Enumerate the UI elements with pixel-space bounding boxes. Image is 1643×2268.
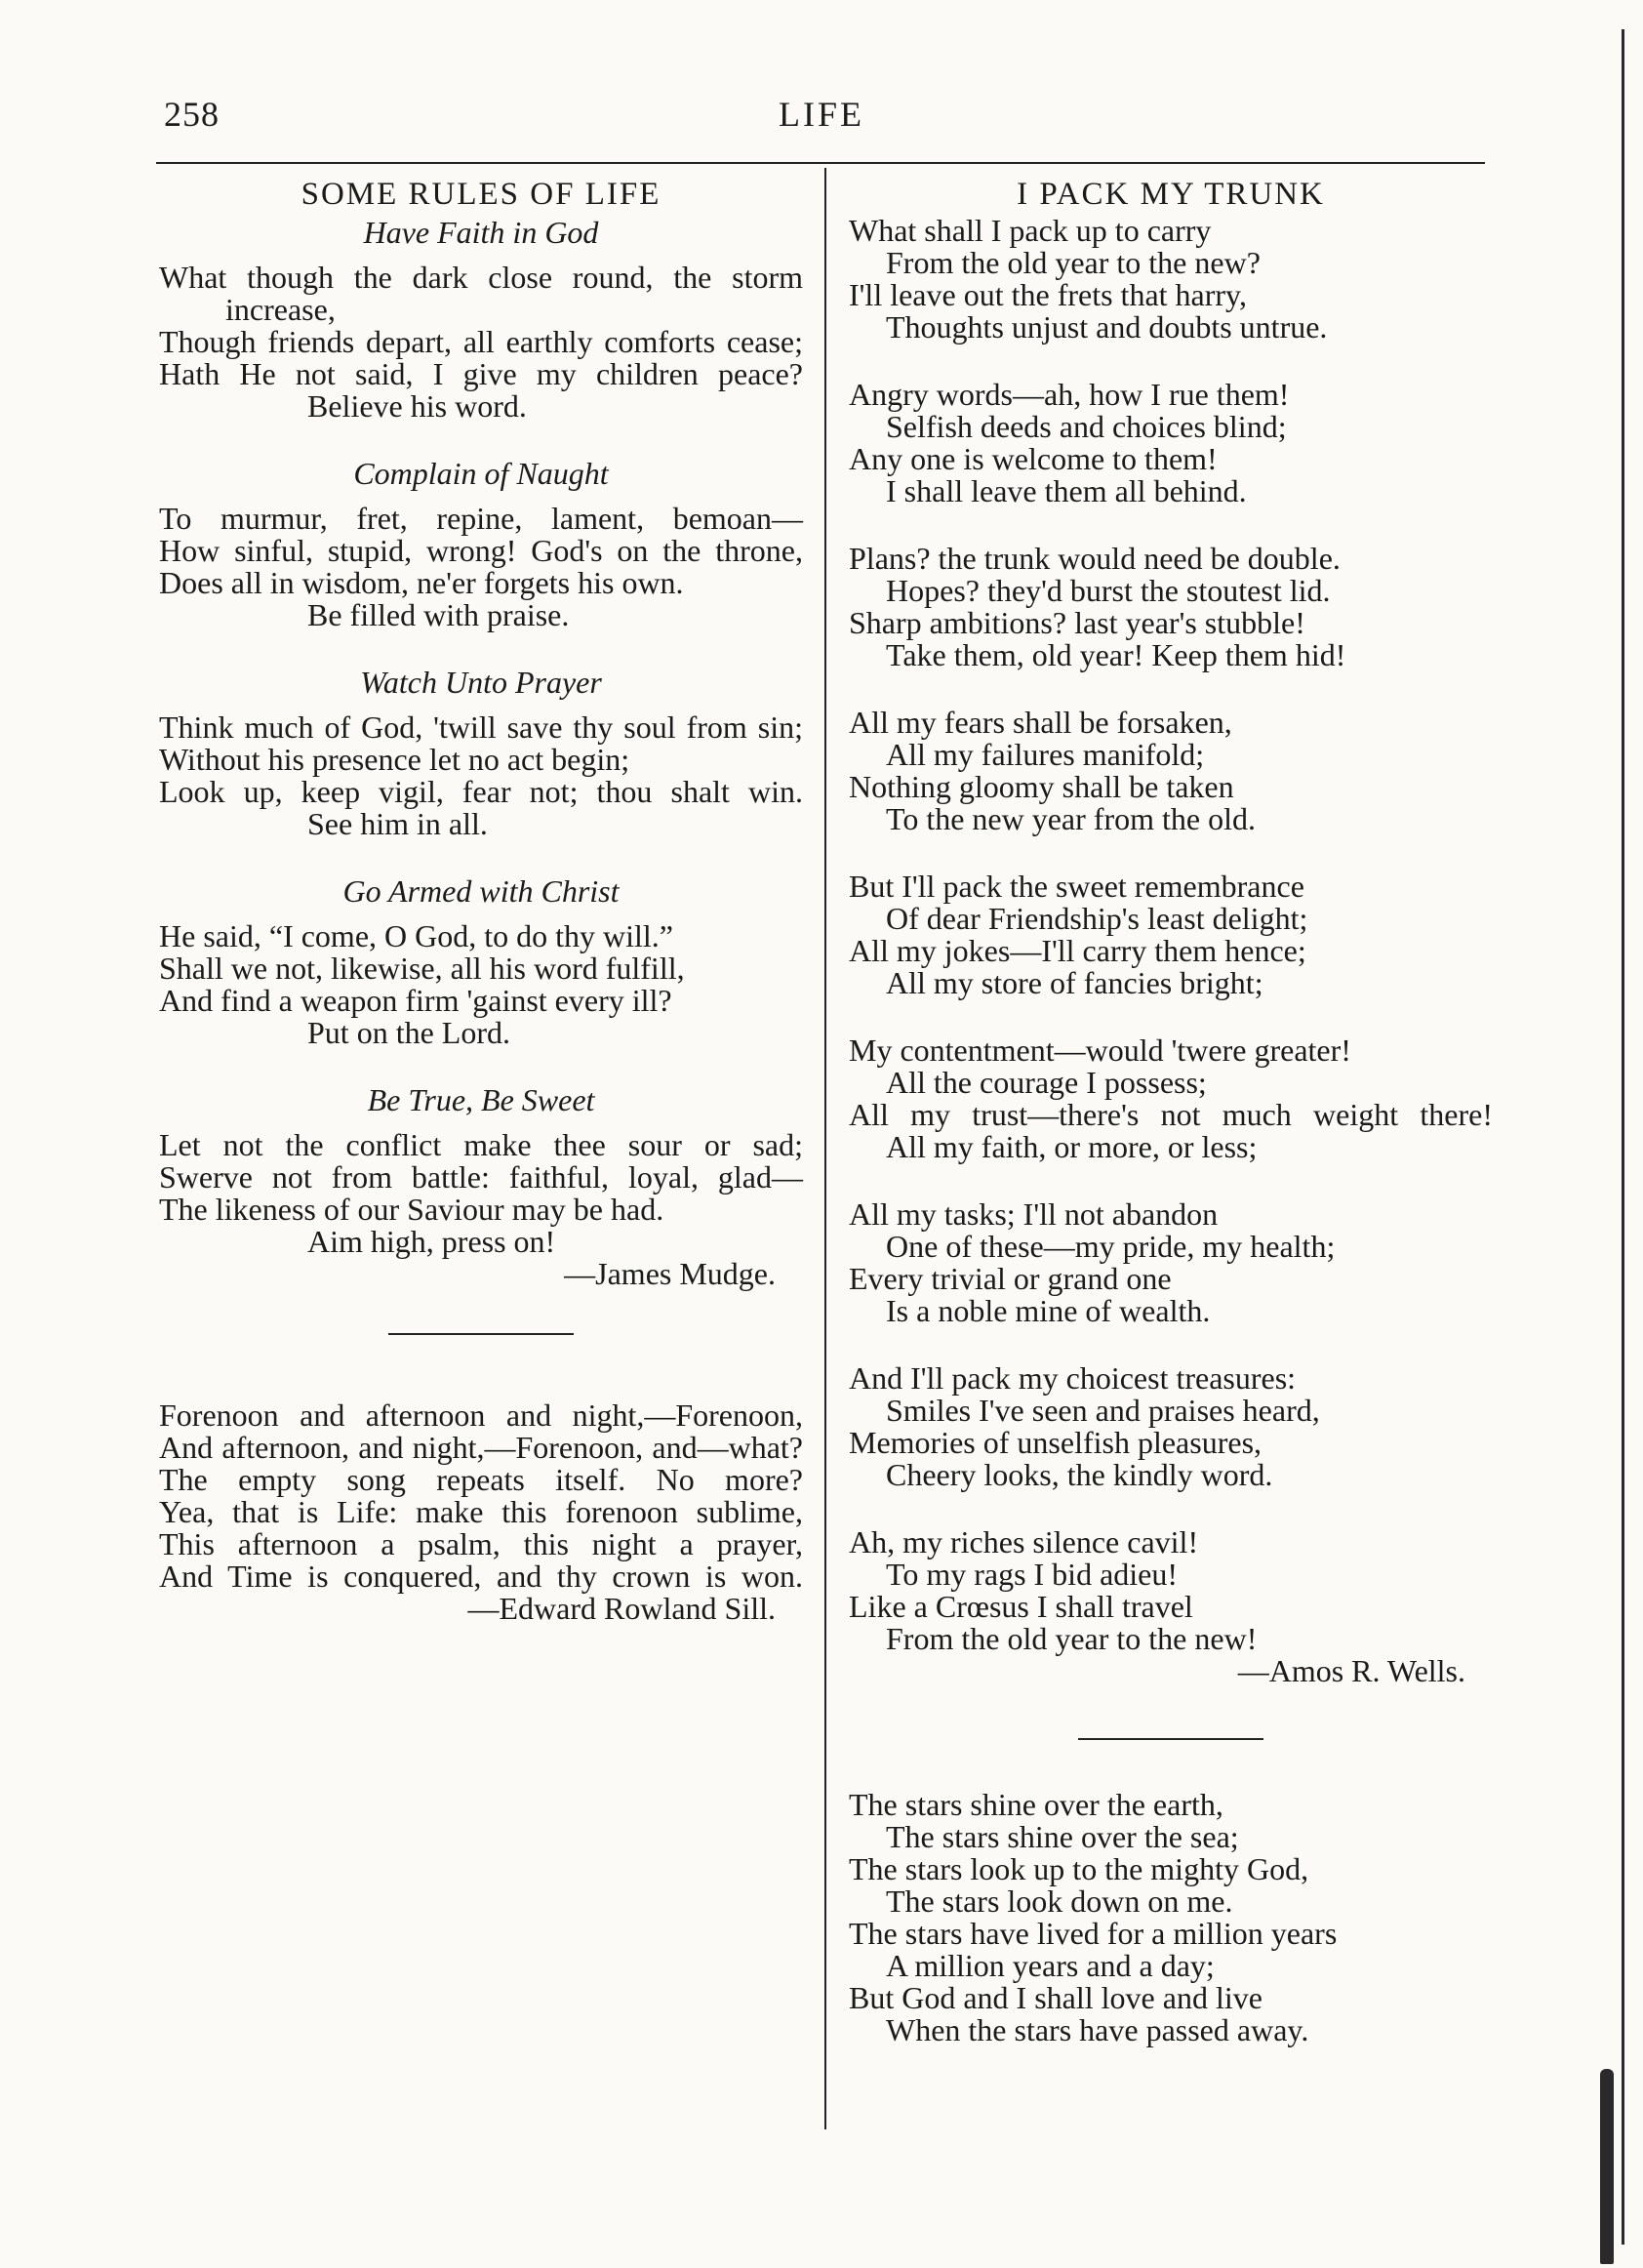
rule-subtitle: Go Armed with Christ — [342, 873, 620, 909]
verse-line: Sharp ambitions? last year's stubble! — [849, 605, 1305, 640]
verse-line: But I'll pack the sweet remembrance — [849, 869, 1304, 904]
verse-line: All my tasks; I'll not abandon — [849, 1196, 1219, 1232]
refrain-line: Aim high, press on! — [307, 1224, 556, 1259]
rule-subtitle: Be True, Be Sweet — [367, 1082, 595, 1117]
verse-line: Of dear Friendship's least delight; — [886, 901, 1308, 936]
verse-line: Hopes? they'd burst the stoutest lid. — [886, 573, 1331, 608]
verse-line: A million years and a day; — [886, 1948, 1215, 1983]
rule-section — [159, 875, 803, 1049]
poem-author: —James Mudge. — [564, 1256, 776, 1291]
poem-title-pack-my-trunk: I PACK MY TRUNK — [1017, 177, 1325, 212]
verse-line: Yea, that is Life: make this forenoon sublime, — [159, 1494, 803, 1529]
verse-line: And I'll pack my choicest treasures: — [849, 1360, 1297, 1396]
verse-line: All my store of fancies bright; — [886, 965, 1263, 1000]
verse-line: Nothing gloomy shall be taken — [849, 769, 1234, 804]
verse-line: The stars have lived for a million years — [849, 1916, 1338, 1951]
rule-subtitle: Watch Unto Prayer — [360, 665, 602, 700]
verse-line: Look up, keep vigil, fear not; thou shalt win. — [159, 774, 803, 809]
verse-line: Swerve not from battle: faithful, loyal, glad— — [159, 1159, 803, 1195]
rule-subtitle: Have Faith in God — [363, 215, 599, 250]
verse-line: This afternoon a psalm, this night a prayer, — [159, 1526, 803, 1561]
rule-subtitle: Complain of Naught — [353, 456, 609, 491]
verse-line: Every trivial or grand one — [849, 1261, 1172, 1296]
rule-section — [159, 458, 803, 631]
column-divider — [824, 168, 826, 2129]
verse-line: From the old year to the new! — [886, 1621, 1258, 1656]
rule-section — [159, 667, 803, 840]
verse-line: I'll leave out the frets that harry, — [849, 277, 1247, 312]
running-title: LIFE — [779, 95, 864, 134]
verse-line: To my rags I bid adieu! — [886, 1557, 1179, 1592]
verse-line: One of these—my pride, my health; — [886, 1229, 1336, 1264]
left-column — [159, 179, 803, 1660]
verse-line: Forenoon and afternoon and night,—Forenoon, — [159, 1397, 803, 1433]
stanza — [849, 1362, 1493, 1491]
verse-line: The stars shine over the earth, — [849, 1787, 1223, 1822]
verse-line: What though the dark close round, the storm increase, — [159, 260, 803, 327]
verse-line: How sinful, stupid, wrong! God's on the throne, — [159, 533, 803, 568]
verse-line: All my failures manifold; — [886, 737, 1205, 772]
verse-line: He said, “I come, O God, to do thy will.” — [159, 918, 673, 953]
verse-line: Angry words—ah, how I rue them! — [849, 377, 1290, 412]
refrain-line: Believe his word. — [307, 388, 527, 424]
right-column — [849, 179, 1493, 2082]
verse-line: Shall we not, likewise, all his word fulfill, — [159, 951, 685, 986]
stanza — [849, 871, 1493, 999]
verse-line: Let not the conflict make thee sour or sad; — [159, 1127, 803, 1162]
verse-line: Plans? the trunk would need be double. — [849, 541, 1341, 576]
poem-forenoon — [159, 1399, 803, 1625]
verse-line: Hath He not said, I give my children peace? — [159, 356, 803, 391]
stanza — [849, 1034, 1493, 1163]
verse-line: What shall I pack up to carry — [849, 213, 1212, 248]
header-rule — [156, 162, 1485, 164]
verse-line: Is a noble mine of wealth. — [886, 1293, 1211, 1328]
verse-line: Thoughts unjust and doubts untrue. — [886, 309, 1328, 344]
verse-line: Ah, my riches silence cavil! — [849, 1524, 1199, 1559]
verse-line: All the courage I possess; — [886, 1065, 1207, 1100]
verse-line: Does all in wisdom, ne'er forgets his own. — [159, 565, 684, 600]
verse-line: Without his presence let no act begin; — [159, 742, 630, 777]
stanza — [849, 543, 1493, 671]
verse-line: To murmur, fret, repine, lament, bemoan— — [159, 501, 803, 536]
stanza — [849, 1198, 1493, 1327]
verse-line: The stars shine over the sea; — [886, 1819, 1239, 1854]
stanza — [849, 1526, 1493, 1687]
refrain-line: Put on the Lord. — [307, 1015, 510, 1050]
refrain-line: Be filled with praise. — [307, 597, 570, 632]
verse-line: The stars look down on me. — [886, 1883, 1233, 1919]
verse-line: And Time is conquered, and thy crown is won. — [159, 1559, 803, 1594]
verse-line: Like a Crœsus I shall travel — [849, 1589, 1193, 1624]
verse-line: Memories of unselfish pleasures, — [849, 1425, 1262, 1460]
stanza — [849, 707, 1493, 835]
verse-line: All my trust—there's not much weight there! — [849, 1097, 1493, 1132]
verse-line: Selfish deeds and choices blind; — [886, 409, 1287, 444]
page-edge-rule — [1622, 29, 1624, 2245]
stanza — [849, 215, 1493, 344]
verse-line: But God and I shall love and live — [849, 1980, 1262, 2015]
verse-line: Think much of God, 'twill save thy soul from sin; — [159, 709, 803, 745]
refrain-line: See him in all. — [307, 806, 488, 841]
verse-line: All my fears shall be forsaken, — [849, 705, 1232, 740]
verse-line: All my faith, or more, or less; — [886, 1129, 1258, 1164]
poem-author: —Amos R. Wells. — [1237, 1653, 1465, 1688]
rule-section — [159, 217, 803, 423]
verse-line: My contentment—would 'twere greater! — [849, 1033, 1351, 1068]
section-separator — [388, 1333, 574, 1335]
verse-line: And afternoon, and night,—Forenoon, and—what? — [159, 1430, 803, 1465]
poem-author: —Edward Rowland Sill. — [467, 1591, 776, 1626]
poem-title-rules-of-life: SOME RULES OF LIFE — [301, 177, 661, 212]
verse-line: The stars look up to the mighty God, — [849, 1851, 1309, 1886]
page-edge-blot — [1600, 2069, 1614, 2264]
poem-stars — [849, 1789, 1493, 2046]
verse-line: Smiles I've seen and praises heard, — [886, 1393, 1320, 1428]
verse-line: When the stars have passed away. — [886, 2012, 1309, 2047]
page-number: 258 — [164, 95, 220, 134]
section-separator — [1078, 1738, 1263, 1740]
verse-line: The empty song repeats itself. No more? — [159, 1462, 803, 1497]
verse-line: Take them, old year! Keep them hid! — [886, 637, 1346, 672]
verse-line: Any one is welcome to them! — [849, 441, 1218, 476]
stanza — [849, 379, 1493, 507]
verse-line: To the new year from the old. — [886, 801, 1256, 836]
verse-line: The likeness of our Saviour may be had. — [159, 1192, 664, 1227]
verse-line: From the old year to the new? — [886, 245, 1261, 280]
verse-line: Cheery looks, the kindly word. — [886, 1457, 1273, 1492]
rule-section — [159, 1084, 803, 1290]
verse-line: I shall leave them all behind. — [886, 473, 1247, 508]
verse-line: And find a weapon firm 'gainst every ill? — [159, 983, 672, 1018]
verse-line: All my jokes—I'll carry them hence; — [849, 933, 1306, 968]
verse-line: Though friends depart, all earthly comforts cease; — [159, 324, 803, 359]
